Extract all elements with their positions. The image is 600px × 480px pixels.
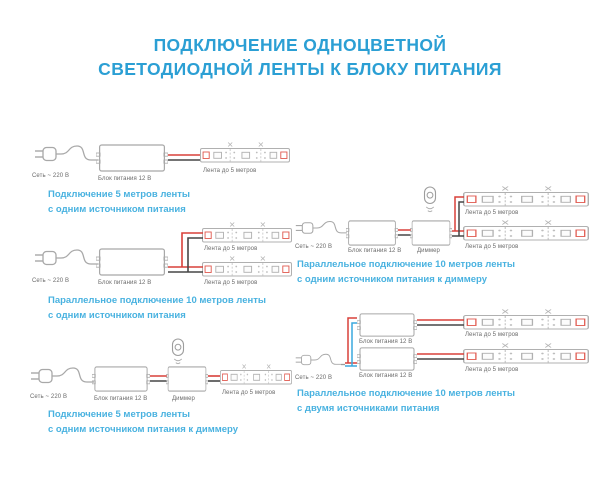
diagram-dimmer-parallel-graphic bbox=[295, 186, 595, 254]
diagram-parallel-one-psu bbox=[30, 222, 292, 322]
page-title-line2: СВЕТОДИОДНОЙ ЛЕНТЫ К БЛОКУ ПИТАНИЯ bbox=[98, 58, 502, 79]
plug-icon bbox=[35, 146, 98, 161]
mains-label: Сеть ~ 220 В bbox=[32, 173, 70, 179]
remote-icon bbox=[425, 187, 436, 212]
diagram-caption bbox=[48, 188, 190, 217]
led-strip-bottom bbox=[203, 257, 292, 277]
diagram-caption bbox=[48, 294, 266, 323]
strip-bottom-label: Лента до 5 метров bbox=[465, 367, 519, 373]
led-strip-top bbox=[464, 310, 589, 330]
page-title-line1: ПОДКЛЮЧЕНИЕ ОДНОЦВЕТНОЙ bbox=[153, 35, 447, 55]
dimmer-label: Диммер bbox=[172, 396, 195, 402]
led-strip-bottom bbox=[464, 221, 589, 241]
psu-label: Блок питания 12 В bbox=[98, 280, 152, 286]
plug-icon bbox=[296, 354, 341, 364]
diagram-two-psu bbox=[295, 305, 595, 430]
remote-icon bbox=[173, 339, 184, 364]
led-strip bbox=[201, 143, 290, 163]
strip-top-label: Лента до 5 метров bbox=[465, 210, 519, 216]
strip-label: Лента до 5 метров bbox=[222, 390, 276, 396]
led-strip-bottom bbox=[464, 344, 589, 364]
caption-line1: Параллельное подключение 10 метров ленты bbox=[297, 388, 515, 399]
mains-label: Сеть ~ 220 В bbox=[295, 375, 333, 381]
caption-line1: Подключение 5 метров ленты bbox=[48, 189, 191, 200]
caption-line1: Параллельное подключение 10 метров ленты bbox=[297, 259, 515, 270]
psu-label: Блок питания 12 В bbox=[348, 248, 402, 254]
diagram-caption bbox=[297, 387, 515, 416]
psu-box bbox=[346, 221, 398, 245]
caption-line2: с одним источником питания bbox=[48, 309, 186, 321]
plug-icon bbox=[296, 222, 347, 234]
diagram-two-psu-graphic bbox=[295, 305, 595, 383]
diagram-single-strip-graphic bbox=[30, 136, 292, 186]
caption-line1: Параллельное подключение 10 метров ленты bbox=[48, 295, 266, 306]
dimmer-box bbox=[166, 367, 208, 391]
led-strip bbox=[220, 365, 291, 385]
psu-box-top bbox=[357, 314, 417, 336]
psu-box-bottom bbox=[357, 348, 417, 370]
strip-label: Лента до 5 метров bbox=[203, 168, 257, 174]
psu-label: Блок питания 12 В bbox=[94, 396, 148, 402]
strip-bottom-label: Лента до 5 метров bbox=[204, 280, 258, 286]
psu-bottom-label: Блок питания 12 В bbox=[359, 373, 413, 379]
mains-label: Сеть ~ 220 В bbox=[295, 244, 333, 250]
dimmer-label: Диммер bbox=[417, 248, 440, 254]
plug-icon bbox=[31, 368, 94, 383]
mains-label: Сеть ~ 220 В bbox=[30, 394, 68, 400]
caption-line2: с одним источником питания bbox=[48, 203, 186, 215]
led-strip-top bbox=[203, 223, 292, 243]
dimmer-box bbox=[410, 221, 452, 245]
diagram-dimmer-single bbox=[30, 338, 292, 438]
caption-line2: с двумя источниками питания bbox=[297, 402, 440, 414]
plug-icon bbox=[35, 250, 98, 265]
caption-line1: Подключение 5 метров ленты bbox=[48, 409, 191, 420]
mains-label: Сеть ~ 220 В bbox=[32, 278, 70, 284]
wire-blue-in-top bbox=[352, 323, 357, 366]
psu-box bbox=[92, 367, 150, 391]
led-strip-top bbox=[464, 187, 589, 207]
diagram-caption bbox=[48, 408, 238, 437]
diagram-caption bbox=[297, 258, 515, 287]
psu-box bbox=[96, 249, 168, 275]
strip-top-label: Лента до 5 метров bbox=[465, 332, 519, 338]
page-title bbox=[0, 34, 600, 81]
diagram-dimmer-parallel bbox=[295, 186, 595, 298]
caption-line2: с одним источником питания к диммеру bbox=[297, 273, 487, 285]
strip-bottom-label: Лента до 5 метров bbox=[465, 244, 519, 250]
psu-label: Блок питания 12 В bbox=[98, 176, 152, 182]
psu-box bbox=[96, 145, 168, 171]
psu-top-label: Блок питания 12 В bbox=[359, 339, 413, 345]
strip-top-label: Лента до 5 метров bbox=[204, 246, 258, 252]
diagram-single-strip bbox=[30, 136, 292, 220]
caption-line2: с одним источником питания к диммеру bbox=[48, 423, 238, 435]
